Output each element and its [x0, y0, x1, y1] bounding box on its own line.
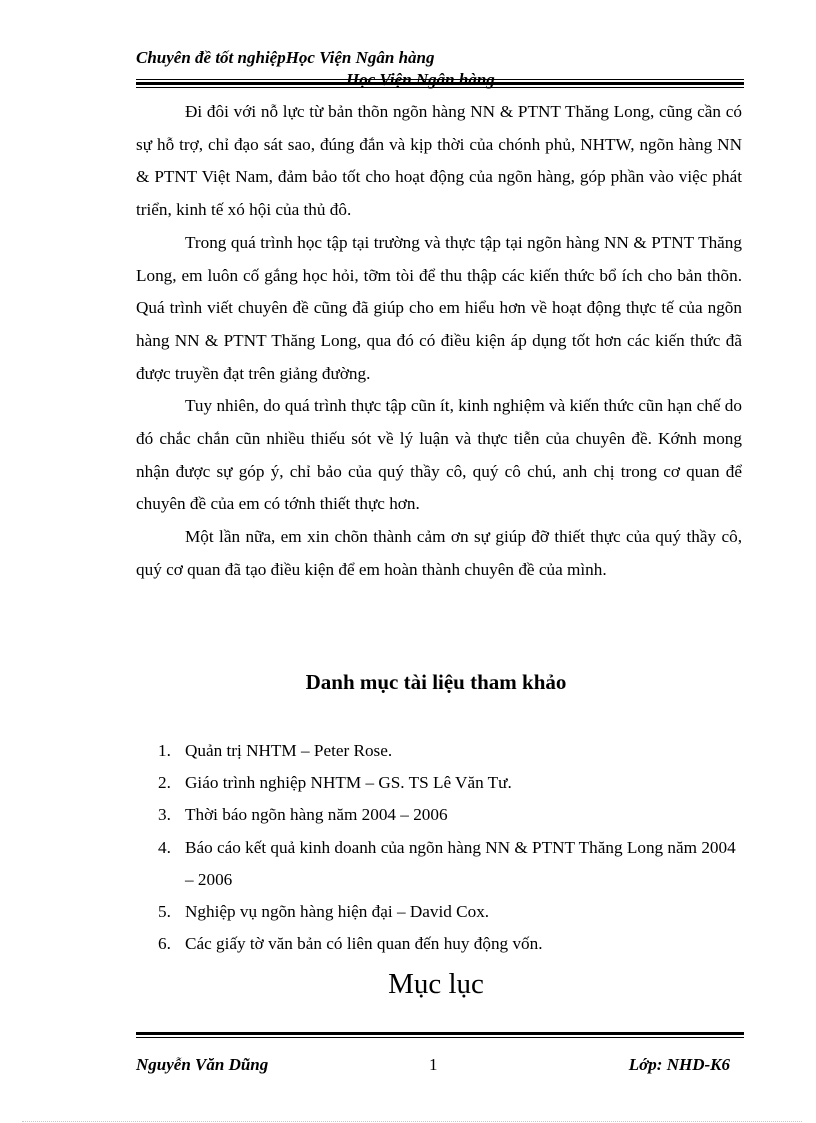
reference-item: [158, 735, 738, 767]
paragraph: Trong quá trình học tập tại trường và thực tập tại ngõn hàng NN & PTNT Thăng Long, em luôn cố gắng học hỏi, tỡm tòi để thu thập các kiến thức bổ ích cho bản thõn. Quá trình viết chuyên đề cũng đã giúp cho em hiểu hơn về hoạt động thực tế của ngõn hàng NN & PTNT Thăng Long, qua đó có điều kiện áp dụng tốt hơn các kiến thức đã được truyền đạt trên giảng đường.: [136, 232, 742, 383]
reference-number: 1.: [158, 741, 171, 760]
reference-text: Các giấy tờ văn bản có liên quan đến huy động vốn.: [185, 934, 543, 954]
reference-text: Thời báo ngõn hàng năm 2004 – 2006: [185, 805, 448, 825]
reference-number: 5.: [158, 902, 171, 922]
paragraph: Một lần nữa, em xin chõn thành cảm ơn sự giúp đỡ thiết thực của quý thầy cô, quý cơ quan đã tạo điều kiện để em hoàn thành chuyên đề của mình.: [136, 527, 742, 579]
reference-number: 4.: [158, 837, 171, 857]
paragraph: Đi đôi với nỗ lực từ bản thõn ngõn hàng NN & PTNT Thăng Long, cũng cần có sự hỗ trợ, chỉ đạo sát sao, đúng đắn và kịp thời của chónh phủ, NHTW, ngõn hàng NN & PTNT Việt Nam, đảm bảo tốt cho hoạt động của ngõn hàng, góp phần vào việc phát triển, kinh tế xó hội của thủ đô.: [136, 102, 742, 220]
reference-number: 2.: [158, 773, 171, 793]
reference-text: Giáo trình nghiệp NHTM – GS. TS Lê Văn Tư.: [185, 773, 512, 793]
header-title: Chuyên đề tốt nghiệpHọc Viện Ngân hàng: [136, 48, 435, 67]
reference-text: Báo cáo kết quả kinh doanh của ngõn hàng NN & PTNT Thăng Long năm 2004 – 2006: [185, 837, 736, 889]
paragraph: Tuy nhiên, do quá trình thực tập cũn ít, kinh nghiệm và kiến thức cũn hạn chế do đó chắc chắn cũn nhiều thiếu sót về lý luận và thực tiễn của chuyên đề. Kớnh mong nhận được sự góp ý, chỉ bảo của quý thầy cô, quý cô chú, anh chị trong cơ quan để chuyên đề của em có tớnh thiết thực hơn.: [136, 396, 742, 514]
page-bottom-divider: [22, 1121, 802, 1122]
footer-page-number: 1: [429, 1055, 438, 1074]
reference-text: Nghiệp vụ ngõn hàng hiện đại – David Cox.: [185, 902, 490, 922]
table-of-contents-heading: Mục lục: [388, 968, 484, 1000]
reference-item: [158, 799, 738, 831]
reference-text: Quản trị NHTM – Peter Rose.: [185, 741, 393, 760]
reference-number: 3.: [158, 805, 171, 825]
header-rule-thin-bottom: [136, 87, 744, 88]
footer-class-label: Lớp: NHD-K6: [628, 1055, 730, 1074]
reference-item: [158, 832, 738, 896]
reference-number: 6.: [158, 934, 171, 954]
footer-rule-thick: [136, 1032, 744, 1035]
references-list: [158, 735, 738, 960]
footer-author: Nguyễn Văn Dũng: [136, 1055, 269, 1074]
body-text: [136, 96, 742, 587]
header-rule-thin-top: [136, 79, 744, 80]
reference-item: [158, 767, 738, 799]
page-header: [136, 46, 744, 92]
page-footer: [136, 1029, 744, 1085]
reference-item: [158, 928, 738, 960]
footer-rule-thin: [136, 1037, 744, 1038]
header-rule-thick: [136, 82, 744, 85]
references-heading: Danh mục tài liệu tham khảo: [305, 670, 567, 694]
reference-item: [158, 896, 738, 928]
